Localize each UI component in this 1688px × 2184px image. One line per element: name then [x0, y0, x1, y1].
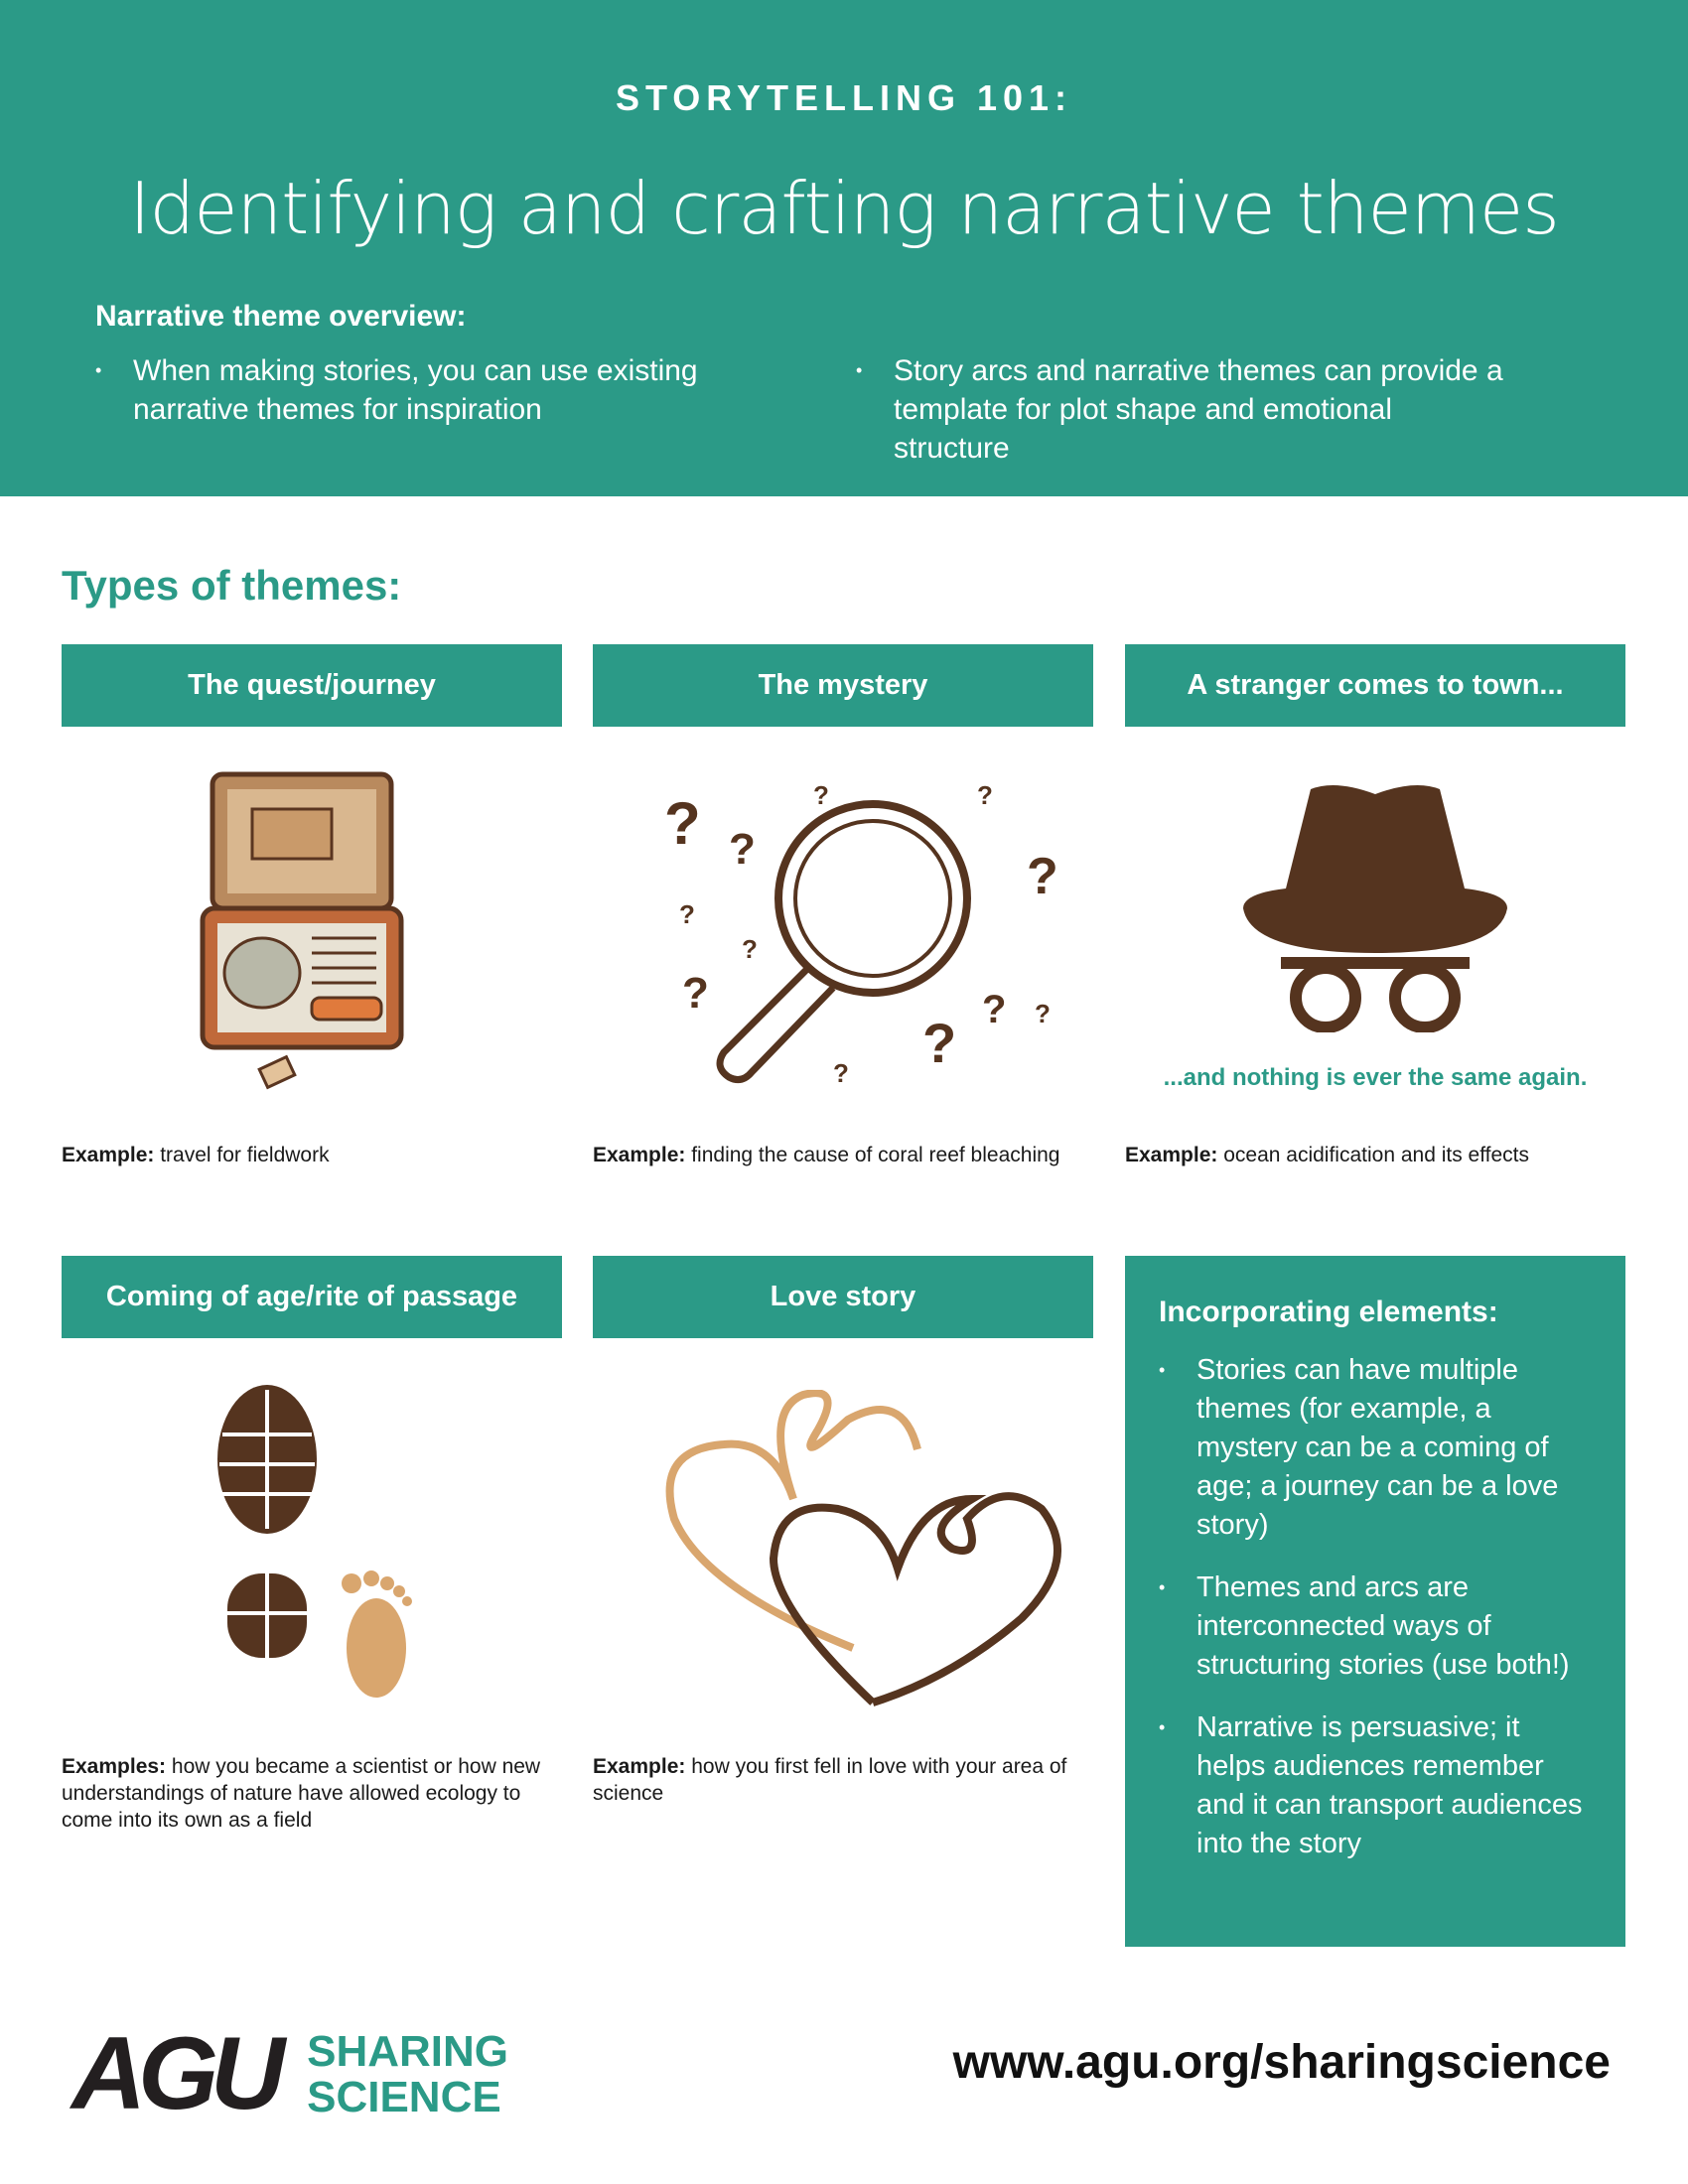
kicker: STORYTELLING 101: [615, 77, 1073, 118]
example-text: finding the cause of coral reef bleaching [691, 1144, 1060, 1166]
example-label: Example: [62, 1144, 155, 1166]
incorporating-elements-box [1125, 1256, 1625, 1947]
svg-text:?: ? [982, 988, 1007, 1031]
svg-text:?: ? [729, 825, 756, 874]
overview-bullet: • Story arcs and narrative themes can provide a template for plot shape and emotional structure [856, 351, 1511, 468]
example-love-story [593, 1753, 1093, 1807]
page-title: Identifying and crafting narrative themes [129, 167, 1559, 250]
hearts-icon [593, 1390, 1093, 1717]
logo-science: SCIENCE [307, 2072, 501, 2121]
svg-text:?: ? [833, 1058, 849, 1088]
theme-header-mystery: The mystery [593, 644, 1093, 727]
incorporating-bullet: • Stories can have multiple themes (for example, a mystery can be a coming of age; a journey can be a love story) [1159, 1351, 1592, 1545]
example-label: Example: [1125, 1144, 1218, 1166]
theme-header-stranger: A stranger comes to town... [1125, 644, 1625, 727]
svg-text:?: ? [742, 934, 758, 964]
stranger-tagline: ...and nothing is ever the same again. [1163, 1064, 1588, 1091]
example-label: Examples: [62, 1755, 167, 1778]
logo-sharing-science [307, 2026, 509, 2121]
example-text: ocean acidification and its effects [1223, 1144, 1530, 1166]
svg-text:?: ? [682, 969, 709, 1018]
example-text: how you first fell in love with your area of science [593, 1755, 1067, 1805]
example-stranger [1125, 1142, 1625, 1168]
incorporating-bullet: • Narrative is persuasive; it helps audiences remember and it can transport audiences into the story [1159, 1708, 1592, 1863]
svg-text:?: ? [664, 790, 701, 857]
svg-text:?: ? [922, 1012, 957, 1074]
example-text: travel for fieldwork [160, 1144, 330, 1166]
types-heading: Types of themes: [62, 562, 402, 609]
svg-text:?: ? [813, 780, 829, 810]
svg-text:?: ? [1035, 999, 1051, 1028]
magnifying-glass-icon [593, 764, 1093, 1102]
svg-text:?: ? [679, 899, 695, 929]
incorporating-bullet: • Themes and arcs are interconnected ways of structuring stories (use both!) [1159, 1569, 1592, 1685]
example-text: how you became a scientist or how new understandings of nature have allowed ecology to come into its own as a field [62, 1755, 541, 1832]
logo-sharing: SHARING [307, 2026, 509, 2076]
footprints-icon [62, 1385, 562, 1712]
hat-glasses-icon [1125, 784, 1625, 1032]
theme-header-coming-of-age: Coming of age/rite of passage [62, 1256, 562, 1338]
overview-heading: Narrative theme overview: [95, 300, 467, 333]
theme-header-quest: The quest/journey [62, 644, 562, 727]
logo-agu: AGU [71, 2016, 278, 2131]
agu-logo [71, 2015, 508, 2133]
example-mystery [593, 1142, 1093, 1168]
example-label: Example: [593, 1755, 686, 1778]
svg-text:?: ? [977, 780, 993, 810]
incorporating-heading: Incorporating elements: [1159, 1296, 1498, 1328]
theme-header-love-story: Love story [593, 1256, 1093, 1338]
example-coming-of-age [62, 1753, 562, 1834]
overview-bullet: • When making stories, you can use existing narrative themes for inspiration [95, 351, 751, 429]
footer-url-link[interactable]: www.agu.org/sharingscience [952, 2036, 1611, 2089]
suitcase-icon [62, 764, 562, 1112]
example-quest [62, 1142, 562, 1168]
svg-text:?: ? [1027, 848, 1058, 905]
example-label: Example: [593, 1144, 686, 1166]
